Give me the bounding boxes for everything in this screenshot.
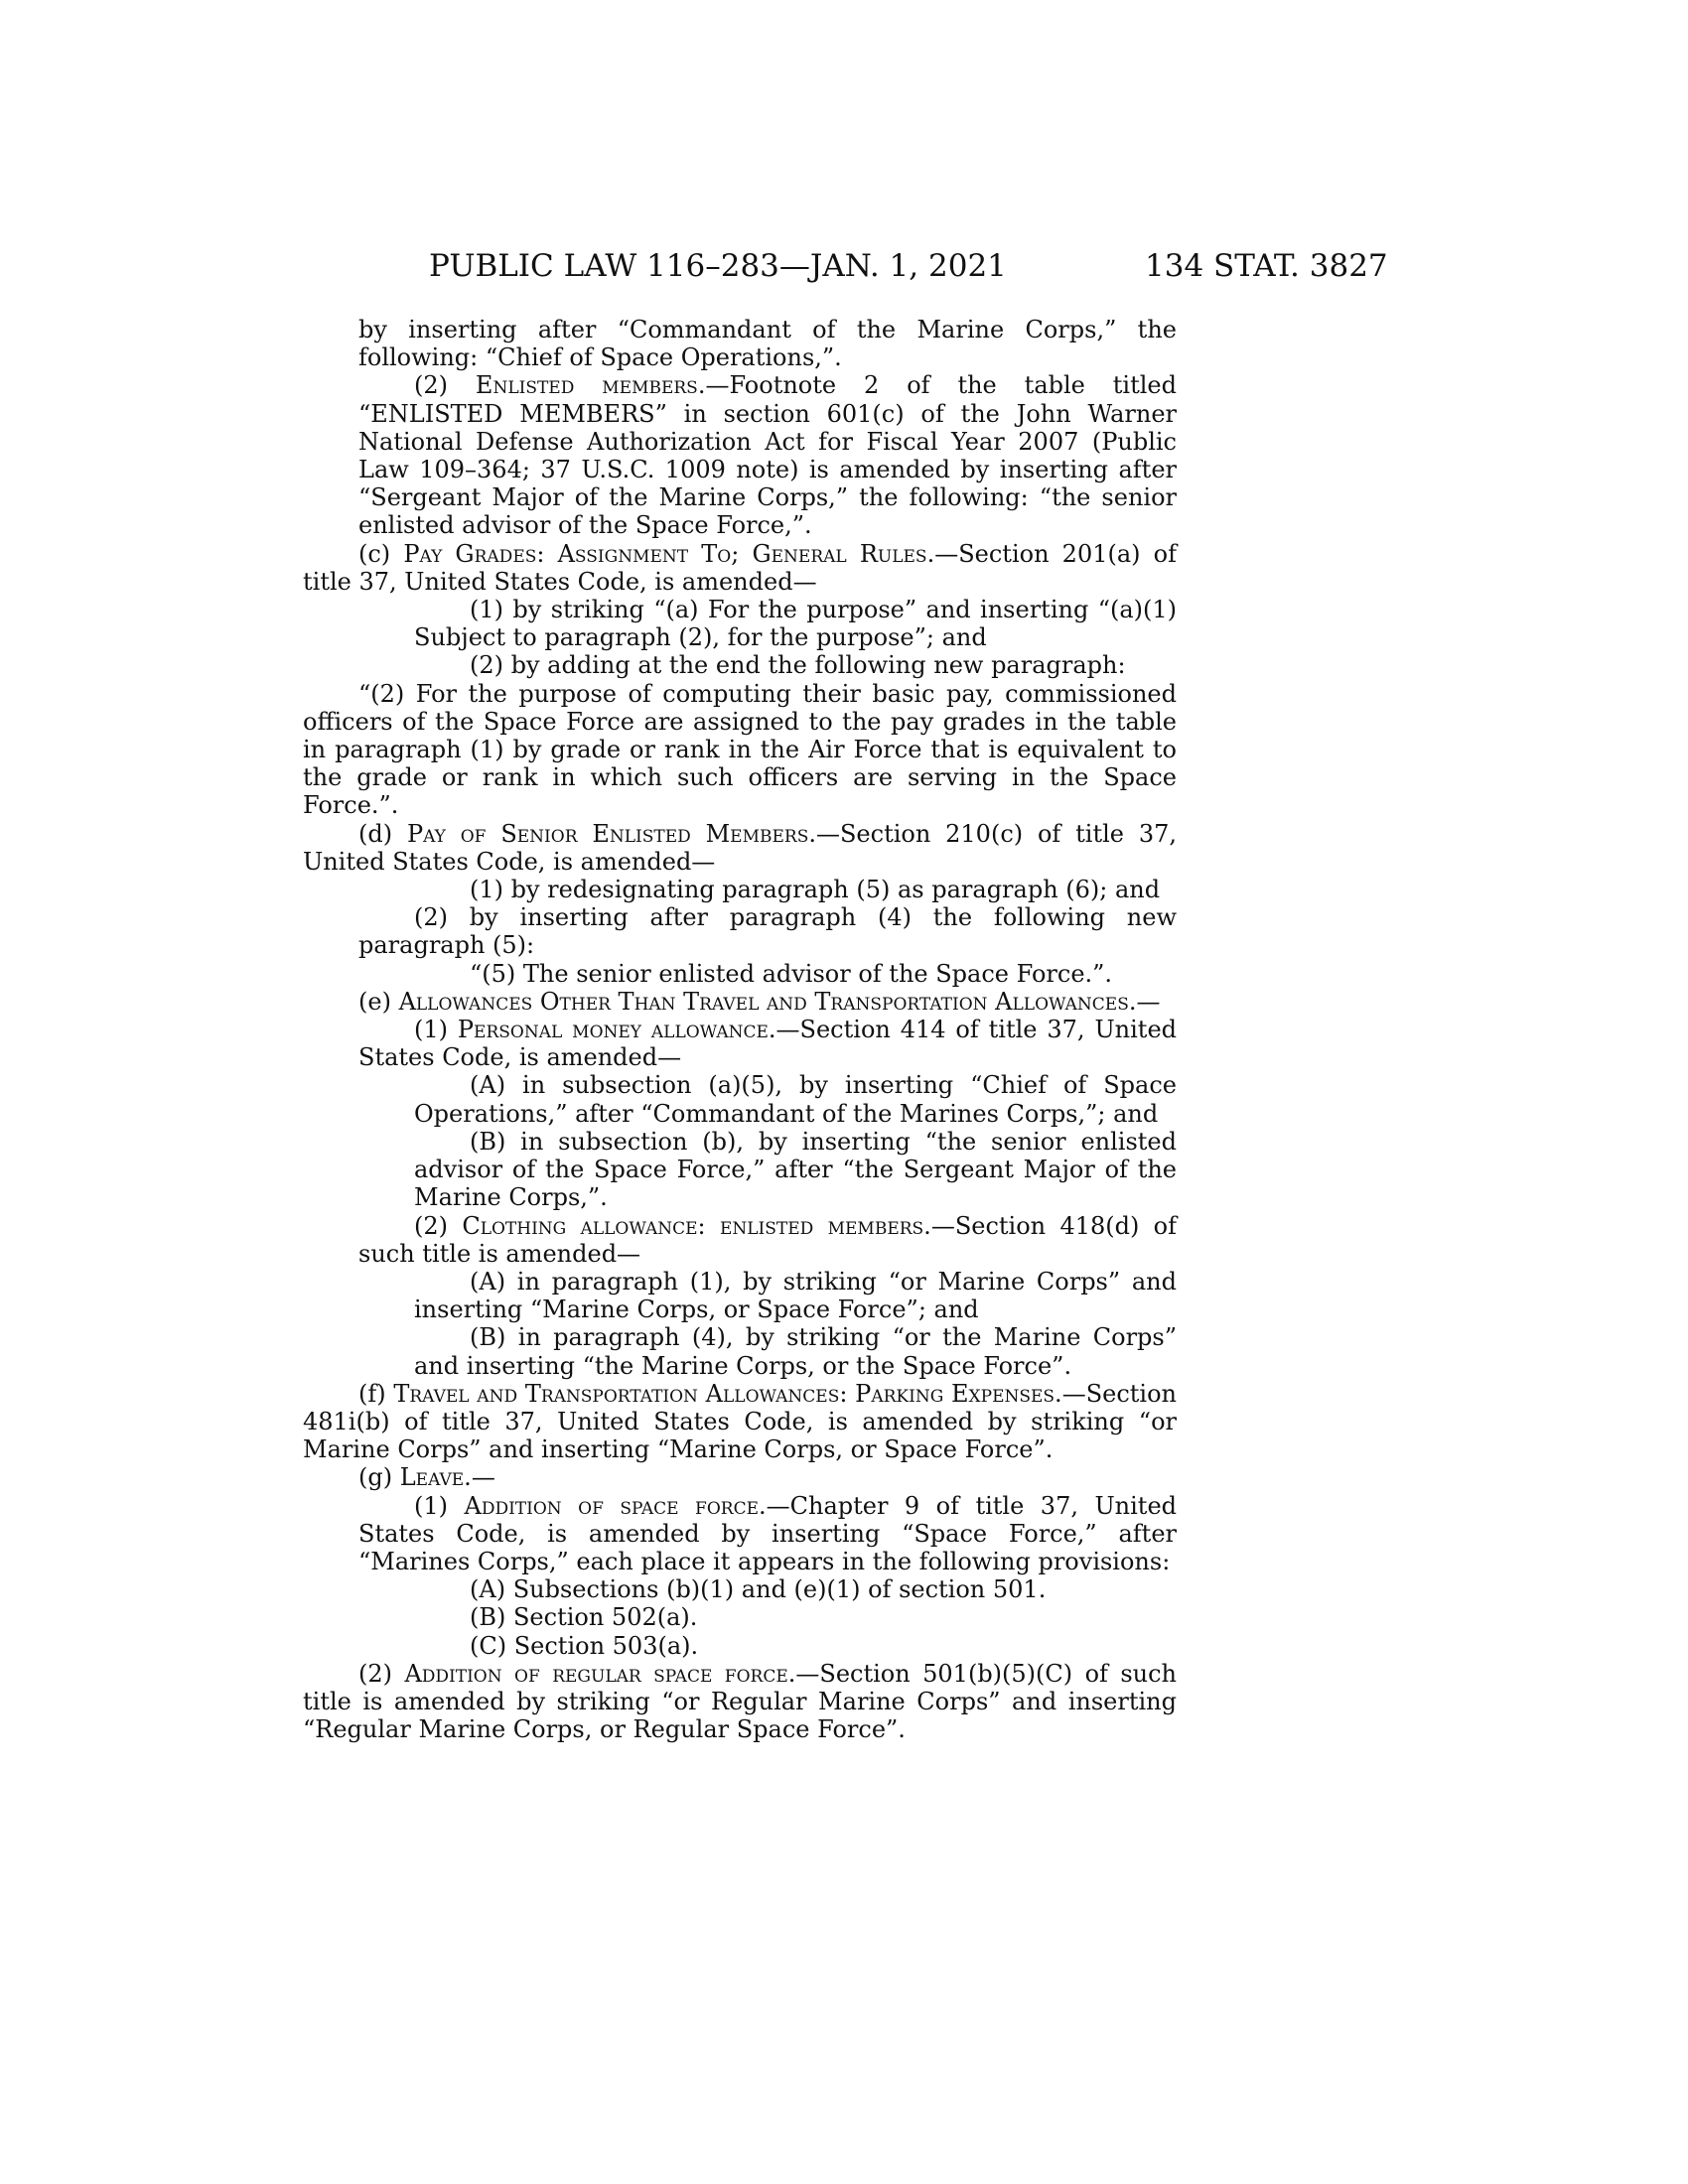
subsection-d-pay-senior-enlisted: (d) Pay of Senior Enlisted Members.—Section 210(c) of title 37, United States Code, is amended— — [303, 819, 1177, 876]
paragraph-heading: Clothing allowance: enlisted members. — [462, 1211, 931, 1240]
paragraph-continuation: by inserting after “Commandant of the Marine Corps,” the following: “Chief of Space Operations,”. — [358, 316, 1177, 372]
subsection-heading: Pay Grades: Assignment To; General Rules. — [403, 539, 935, 568]
subsection-heading: Leave. — [399, 1463, 472, 1492]
paragraph-b2-enlisted-members: (2) Enlisted members.—Footnote 2 of the table titled “ENLISTED MEMBERS” in section 601(c) of the John Warner National Defense Authorization Act for Fiscal Year 2007 (Public Law 109–364; 37 U.S.C. 1009 note) is amended by inserting after “Sergeant Major of the Marine Corps,” the following: “the senior enlisted advisor of the Space Force,”. — [358, 371, 1177, 540]
document-body — [303, 316, 1177, 1743]
paragraph-heading: Personal money allowance. — [457, 1016, 776, 1044]
subsection-c-pay-grades: (c) Pay Grades: Assignment To; General Rules.—Section 201(a) of title 37, United States Code, is amended— — [303, 539, 1178, 596]
subparagraph-e2b: (B) in paragraph (4), by striking “or the Marine Corps” and inserting “the Marine Corps, or the Space Force”. — [414, 1323, 1177, 1380]
paragraph-heading: Addition of space force. — [464, 1491, 767, 1520]
subsection-heading: Travel and Transportation Allowances: Parking Expenses. — [393, 1379, 1062, 1408]
paragraph-heading: Addition of regular space force. — [404, 1659, 796, 1688]
subparagraph-e1a: (A) in subsection (a)(5), by inserting “Chief of Space Operations,” after “Commandant of the Marines Corps,”; and — [414, 1071, 1177, 1128]
paragraph-d1: (1) by redesignating paragraph (5) as paragraph (6); and — [470, 876, 1161, 904]
subsection-heading: Allowances Other Than Travel and Transportation Allowances. — [398, 987, 1137, 1016]
paragraph-g2-regular-space-force: (2) Addition of regular space force.—Section 501(b)(5)(C) of such title is amended by striking “or Regular Marine Corps” and inserting “Regular Marine Corps, or Regular Space Force”. — [303, 1659, 1178, 1744]
paragraph-c1: (1) by striking “(a) For the purpose” and inserting “(a)(1) Subject to paragraph (2), for the purpose”; and — [414, 596, 1177, 652]
paragraph-e1-personal-money: (1) Personal money allowance.—Section 414 of title 37, United States Code, is amended— — [358, 1016, 1178, 1072]
paragraph-heading: Enlisted members. — [475, 371, 706, 400]
running-head-title: PUBLIC LAW 116–283—JAN. 1, 2021 — [429, 248, 1007, 284]
paragraph-g1-addition: (1) Addition of space force.—Chapter 9 of title 37, United States Code, is amended by inserting “Space Force,” after “Marines Corps,” each place it appears in the following provisions: — [358, 1491, 1178, 1575]
subsection-f-parking: (f) Travel and Transportation Allowances: Parking Expenses.—Section 481i(b) of title 37, United States Code, is amended by striking “or Marine Corps” and inserting “Marine Corps, or Space Force”. — [303, 1379, 1177, 1464]
subparagraph-g1a: (A) Subsections (b)(1) and (e)(1) of section 501. — [470, 1575, 1047, 1604]
subparagraph-g1c: (C) Section 503(a). — [470, 1631, 699, 1660]
subparagraph-e2a: (A) in paragraph (1), by striking “or Marine Corps” and inserting “Marine Corps, or Space Force”; and — [414, 1267, 1177, 1324]
subparagraph-e1b: (B) in subsection (b), by inserting “the senior enlisted advisor of the Space Force,” after “the Sergeant Major of the Marine Corps,”. — [414, 1127, 1177, 1212]
subparagraph-g1b: (B) Section 502(a). — [470, 1603, 698, 1632]
subsection-g-leave: (g) Leave.— — [358, 1463, 495, 1492]
subsection-heading: Pay of Senior Enlisted Members. — [406, 819, 816, 848]
subsection-e-allowances: (e) Allowances Other Than Travel and Transportation Allowances.— — [358, 987, 1161, 1016]
paragraph-e2-clothing: (2) Clothing allowance: enlisted members.—Section 418(d) of such title is amended— — [358, 1211, 1177, 1268]
quoted-paragraph-5: “(5) The senior enlisted advisor of the Space Force.”. — [470, 959, 1113, 988]
statute-page-number: 134 STAT. 3827 — [1145, 248, 1388, 284]
paragraph-d2: (2) by inserting after paragraph (4) the following new paragraph (5): — [358, 903, 1177, 960]
paragraph-c2: (2) by adding at the end the following new paragraph: — [470, 651, 1126, 680]
quoted-paragraph-2: “(2) For the purpose of computing their basic pay, commissioned officers of the Space Force are assigned to the pay grades in the table in paragraph (1) by grade or rank in the Air Force that is equivalent to the grade or rank in which such officers are serving in the Space Force.”. — [303, 679, 1177, 820]
page-header — [0, 248, 1688, 292]
